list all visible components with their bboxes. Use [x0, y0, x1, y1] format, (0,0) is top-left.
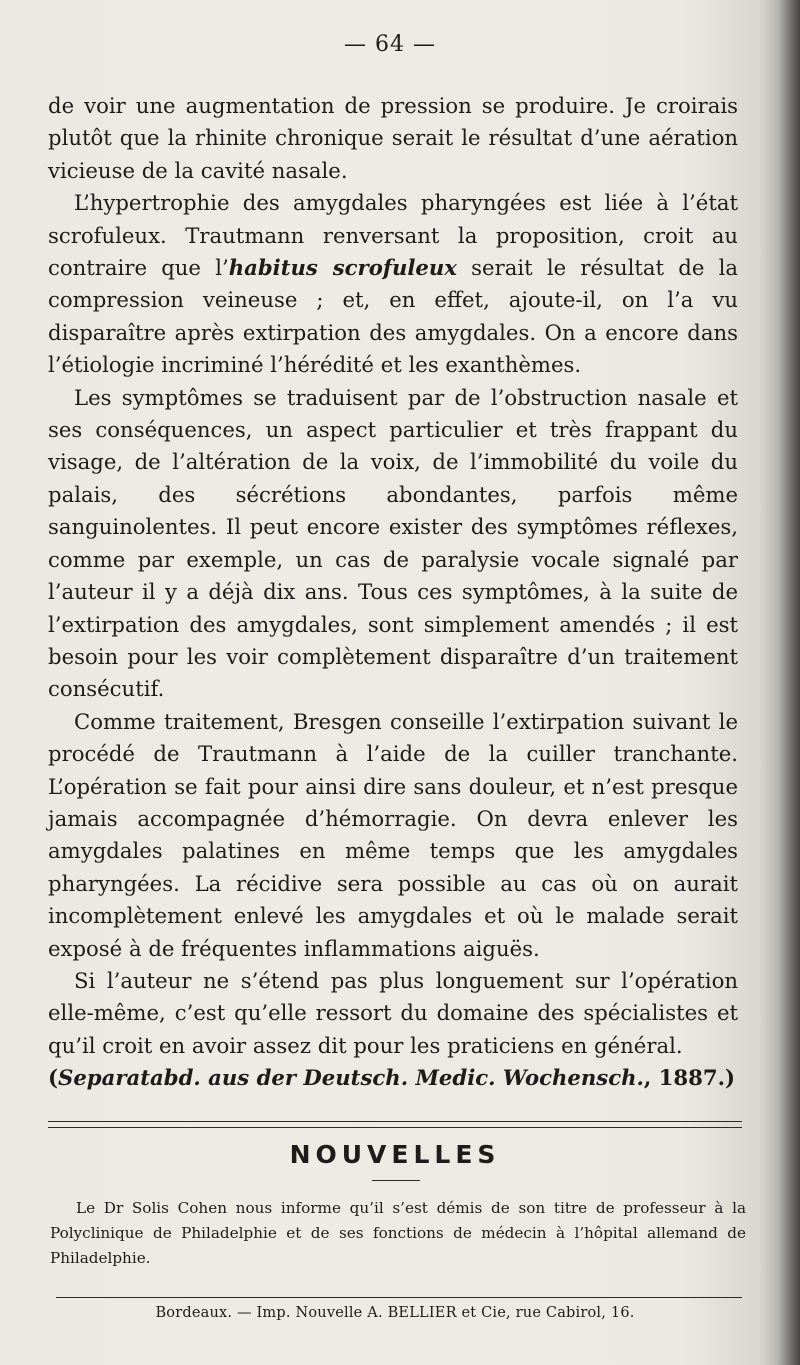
- paragraph-2-start: L’hypertrophie des amygdales pharyngées est liée à l’état scrofuleux. Trautmann renversant la proposition, croit au contraire que l’: [48, 190, 738, 281]
- paragraph-2: [48, 187, 738, 381]
- paragraph-5: Si l’auteur ne s’étend pas plus longuement sur l’opération elle-même, c’est qu’elle ressort du domaine des spécialistes et qu’il croit en avoir assez dit pour les praticiens en général.: [48, 967, 738, 1058]
- paragraph-3: Les symptômes se traduisent par de l’obstruction nasale et ses conséquences, un aspect particulier et très frappant du visage, de l’altération de la voix, de l’immobilité du voile du palais, des sécrétions abondantes, parfois même sanguinolentes. Il peut encore exister des symptômes réflexes, comme par exemple, un cas de paralysie vocale signalé par l’auteur il y a déjà dix ans. Tous ces symptômes, à la suite de l’extirpation des amygdales, sont simplement amendés ; il est besoin pour les voir complètement disparaître d’un traitement consécutif.: [48, 384, 738, 702]
- paragraph-2-end: serait le résultat de la compression veineuse ; et, en effet, ajoute-il, on l’a vu disparaître après extirpation des amygdales. On a encore dans l’étiologie incriminé l’hérédité et les exanthèmes.: [48, 255, 738, 378]
- printer-imprint: Bordeaux. — Imp. Nouvelle A. BELLIER et Cie, rue Cabirol, 16.: [155, 1305, 635, 1321]
- news-paragraph: Le Dr Solis Cohen nous informe qu’il s’est démis de son titre de professeur à la Polyclinique de Philadelphie et de ses fonctions de médecin à l’hôpital allemand de Philadelphie.: [50, 1199, 746, 1267]
- article-body: [48, 90, 738, 1095]
- news-body: [50, 1196, 746, 1271]
- paragraph-4: Comme traitement, Bresgen conseille l’extirpation suivant le procédé de Trautmann à l’aide de la cuiller tranchante. L’opération se fait pour ainsi dire sans douleur, et n’est presque jamais accompagnée d’hémorragie. On devra enlever les amygdales palatines en même temps que les amygdales pharyngées. La récidive sera possible au cas où on aurait incomplètement enlevé les amygdales et où le malade serait exposé à de fréquentes inflammations aiguës.: [48, 708, 738, 961]
- paragraph-1: de voir une augmentation de pression se produire. Je croirais plutôt que la rhinite chronique serait le résultat d’une aération vicieuse de la cavité nasale.: [48, 93, 738, 183]
- page-number: — 64 —: [344, 32, 436, 57]
- news-section-title: NOUVELLES: [289, 1140, 501, 1169]
- section-divider: [48, 1121, 742, 1128]
- citation-open: (: [48, 1065, 59, 1091]
- citation-year: , 1887.): [643, 1065, 736, 1091]
- source-citation: [48, 1062, 738, 1094]
- citation-journal: Separatabd. aus der Deutsch. Medic. Wochensch.: [58, 1065, 644, 1091]
- footer-divider: [56, 1297, 742, 1298]
- title-underline: [372, 1180, 420, 1181]
- paragraph-2-italic-term: habitus scrofuleux: [228, 255, 457, 281]
